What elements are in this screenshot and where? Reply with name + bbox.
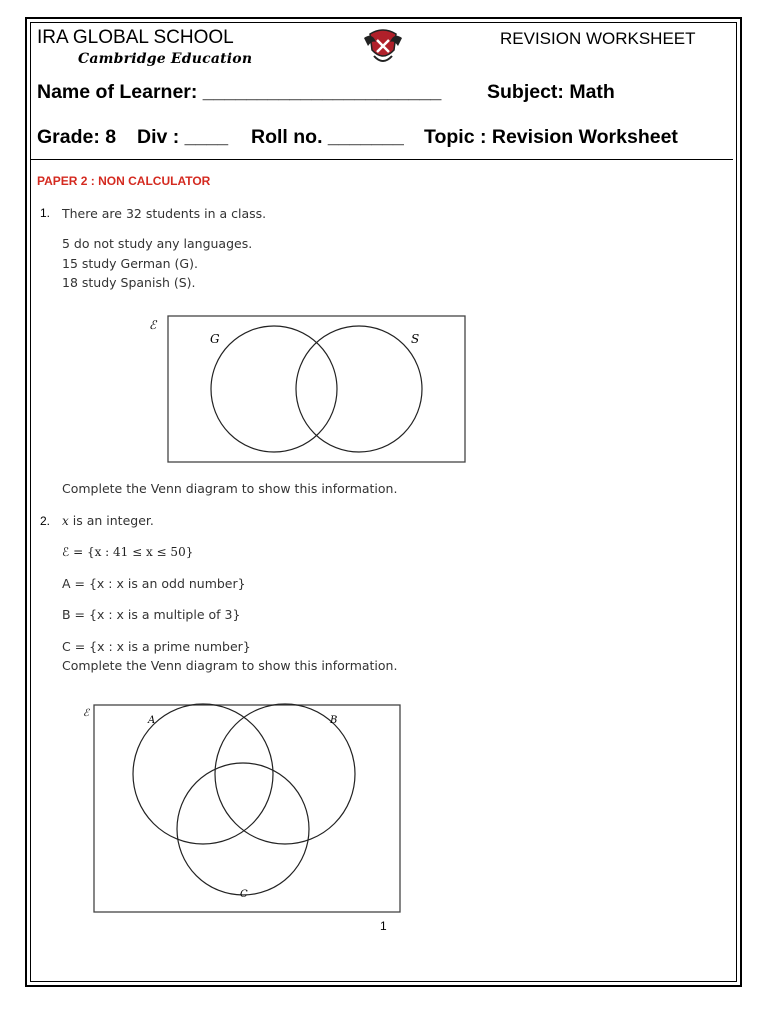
topic-label: Topic : Revision Worksheet [424,126,678,148]
universal-set-label: ℰ [83,708,90,719]
set-g-circle [211,326,337,452]
set-s-label: S [411,332,420,346]
q1-line-4: 18 study Spanish (S). [62,275,196,290]
set-b-label: B [330,715,338,726]
school-crest-logo [362,28,404,66]
question-1-number: 1. [40,206,51,220]
q1-line-1: There are 32 students in a class. [62,206,267,221]
q2-variable: x [62,514,69,528]
q1-line-3: 15 study German (G). [62,256,198,271]
q2-set-b: B = {x : x is a multiple of 3} [62,607,241,622]
div-field: Div : ____ [137,126,229,148]
board-name: Cambridge Education [78,51,253,67]
subject-label: Subject: Math [487,81,615,103]
grade-label: Grade: 8 [37,126,117,148]
question-2-number: 2. [40,514,51,528]
q1-instruction: Complete the Venn diagram to show this information. [62,481,398,496]
q2-instruction: Complete the Venn diagram to show this information. [62,658,398,673]
venn-diagram-q1 [145,312,470,467]
q2-intro-text: is an integer. [68,513,154,528]
q1-line-2: 5 do not study any languages. [62,236,253,251]
universal-set-box [94,705,400,912]
q2-intro [62,513,154,528]
document-type: REVISION WORKSHEET [500,29,696,48]
school-name: IRA GLOBAL SCHOOL [37,27,234,48]
set-a-label: A [148,715,156,726]
set-s-circle [296,326,422,452]
set-c-circle [177,763,309,895]
q2-universal-set: ℰ = {x : 41 ≤ x ≤ 50} [62,545,194,559]
venn-diagram-q2 [80,702,405,916]
q2-set-c: C = {x : x is a prime number} [62,639,251,654]
universal-set-label: ℰ [149,318,157,332]
q2-set-a: A = {x : x is an odd number} [62,576,246,591]
set-g-label: G [210,332,220,346]
learner-name-field: Name of Learner: ______________________ [37,81,442,103]
set-c-label: C [240,889,248,900]
page-number: 1 [380,919,387,933]
section-title: PAPER 2 : NON CALCULATOR [37,174,211,188]
roll-number-field: Roll no. _______ [251,126,404,148]
header-divider [30,159,733,160]
